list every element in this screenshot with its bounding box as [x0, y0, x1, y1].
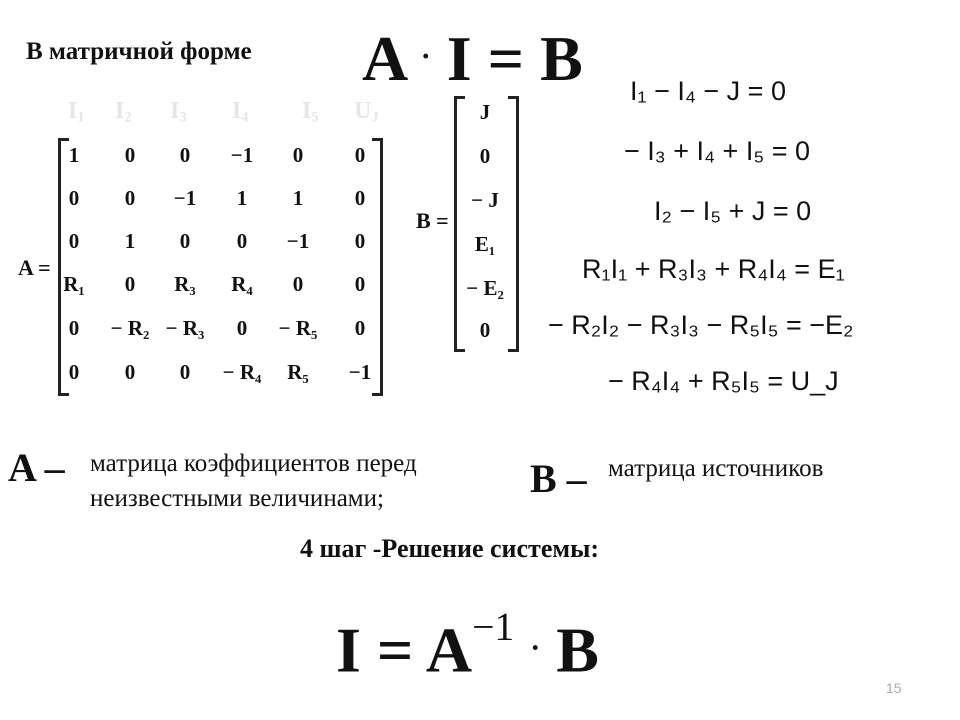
eq-equals: = [487, 23, 525, 94]
matrix-a-cell: −1 [230, 143, 254, 167]
matrix-b-cell: − E₂ [466, 276, 504, 300]
matrix-a-label: A = [18, 255, 51, 280]
slide-heading: В матричной форме [26, 38, 252, 65]
matrix-a-cell: − R₂ [110, 316, 150, 340]
matrix-a-cell: 0 [292, 143, 304, 167]
matrix-a-cell: 0 [354, 272, 366, 296]
matrix-a-cell: −1 [348, 360, 372, 384]
matrix-a-cell: 0 [68, 229, 80, 253]
equation-1: I₁ − I₄ − J = 0 [630, 76, 786, 106]
matrix-b-cell: J [479, 100, 491, 124]
matrix-a-cell: 0 [354, 229, 366, 253]
solve-lhs: I [336, 614, 361, 686]
matrix-a-cell: 1 [292, 186, 304, 210]
solve-equals: = [376, 614, 414, 686]
matrix-a-cell: 0 [179, 143, 191, 167]
matrix-a-cell: 1 [124, 229, 136, 253]
eq-matrix-a: A [362, 23, 405, 94]
page-number: 15 [886, 680, 902, 696]
matrix-a-cell: 0 [124, 272, 136, 296]
matrix-a-cell: 0 [124, 143, 136, 167]
definition-b-text: матрица источников [608, 455, 824, 482]
matrix-a-cell: 0 [354, 143, 366, 167]
header-var: $I_3$ [170, 98, 187, 126]
definition-b-symbol: B – [530, 456, 587, 501]
header-var: $I_2$ [115, 98, 132, 126]
header-var: $I_5$ [302, 98, 319, 126]
definition-a-symbol: A – [8, 445, 65, 490]
matrix-b-label: B = [416, 208, 449, 233]
header-var: $I_4$ [232, 98, 249, 126]
matrix-a-cell: 1 [236, 186, 248, 210]
matrix-a-left-bracket [58, 138, 69, 396]
solve-rhs: B [556, 614, 599, 686]
matrix-a-cell: 0 [236, 316, 248, 340]
matrix-a-cell: 0 [354, 186, 366, 210]
header-var: $I_1$ [68, 98, 85, 126]
matrix-a-cell: 0 [124, 360, 136, 384]
matrix-a-cell: 0 [292, 272, 304, 296]
matrix-a-cell: − R₅ [278, 316, 318, 340]
matrix-a-cell: − R₃ [165, 316, 205, 340]
header-var: $U_J$ [354, 98, 379, 126]
matrix-b-right-bracket [508, 96, 519, 352]
matrix-a-cell: 0 [179, 360, 191, 384]
matrix-a-cell: −1 [173, 186, 197, 210]
matrix-b-cell: E₁ [474, 232, 496, 256]
matrix-b-cell: 0 [479, 318, 491, 342]
matrix-equation [362, 22, 583, 96]
matrix-a-cell: R₁ [63, 272, 85, 296]
matrix-b-left-bracket [454, 96, 465, 352]
solve-matrix-a: A [425, 614, 473, 686]
eq-matrix-b: B [540, 23, 583, 94]
matrix-a-cell: −1 [286, 229, 310, 253]
eq-dot: · [420, 40, 431, 73]
matrix-a-cell: R₅ [287, 360, 309, 384]
matrix-a-cell: 0 [179, 229, 191, 253]
eq-vector-i: I [446, 23, 472, 94]
solve-dot: · [530, 631, 541, 665]
matrix-a-cell: R₄ [231, 272, 253, 296]
equation-6: − R₄I₄ + R₅I₅ = U_J [608, 366, 839, 396]
matrix-b-cell: − J [471, 188, 499, 212]
solve-power: −1 [472, 605, 515, 649]
matrix-a-cell: 0 [68, 186, 80, 210]
matrix-a-cell: 0 [68, 316, 80, 340]
matrix-a-cell: 0 [124, 186, 136, 210]
solution-equation [336, 604, 599, 688]
matrix-a-cell: 0 [68, 360, 80, 384]
equation-2: − I₃ + I₄ + I₅ = 0 [624, 136, 810, 166]
equation-5: − R₂I₂ − R₃I₃ − R₅I₅ = −E₂ [548, 310, 854, 340]
matrix-a-cell: − R₄ [222, 360, 262, 384]
matrix-a-right-bracket [372, 138, 383, 396]
step-title: 4 шаг -Решение системы: [300, 534, 600, 563]
equation-4: R₁I₁ + R₃I₃ + R₄I₄ = E₁ [582, 254, 845, 284]
definition-a-text: матрица коэффициентов перед неизвестными величинами; [90, 450, 417, 512]
equation-3: I₂ − I₅ + J = 0 [654, 196, 812, 226]
matrix-a-cell: R₃ [174, 272, 196, 296]
matrix-a-cell: 0 [354, 316, 366, 340]
matrix-a-cell: 0 [236, 229, 248, 253]
matrix-a-cell: 1 [68, 143, 80, 167]
matrix-b-cell: 0 [479, 144, 491, 168]
